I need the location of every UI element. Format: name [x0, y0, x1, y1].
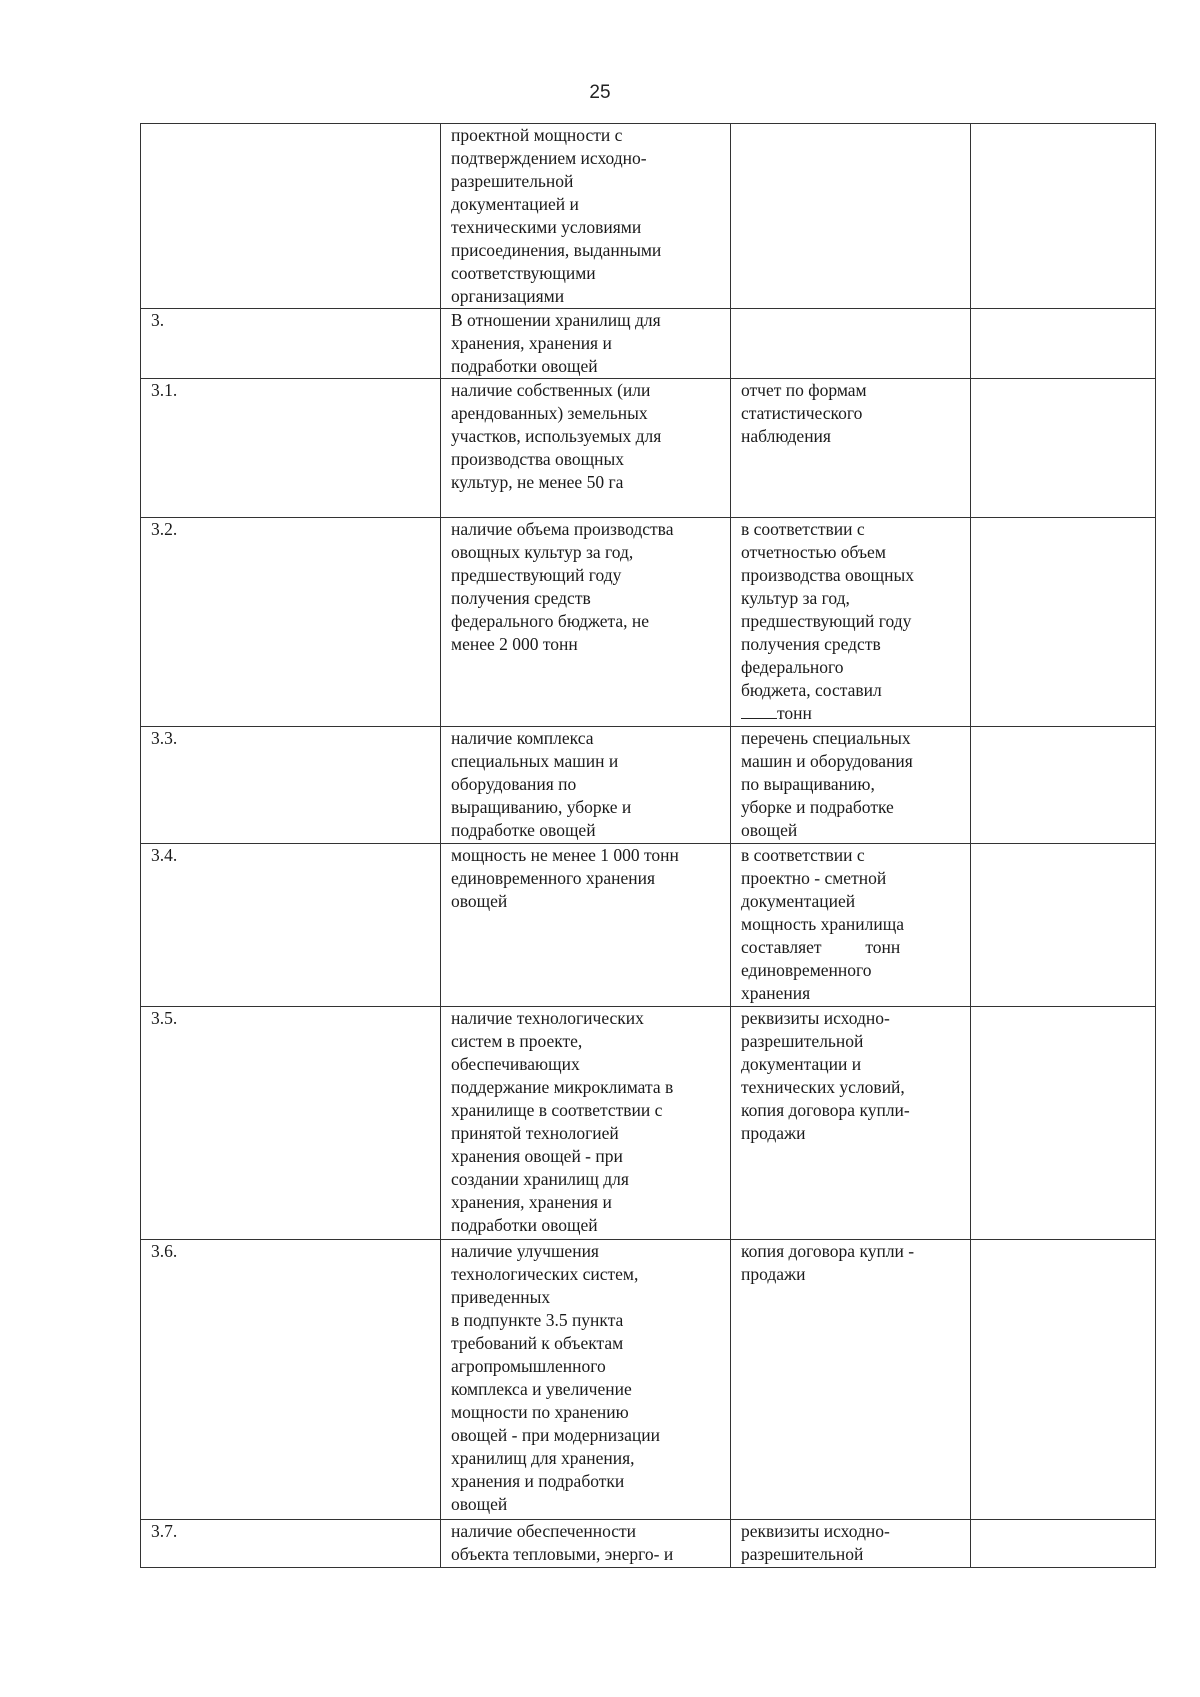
table-row — [141, 309, 1156, 379]
document-cell: отчет по формам статистического наблюдения — [731, 379, 971, 518]
row-number-cell: 3.4. — [141, 844, 441, 1007]
note-cell — [971, 379, 1156, 518]
table-row — [141, 727, 1156, 844]
blank-fill-line — [741, 704, 777, 719]
unit-label: тонн — [777, 703, 812, 723]
note-cell — [971, 309, 1156, 379]
document-cell: в соответствии с проектно - сметной документацией мощность хранилища составляет тонн единовременного хранения — [731, 844, 971, 1007]
document-cell: перечень специальных машин и оборудования по выращиванию, уборке и подработке овощей — [731, 727, 971, 844]
requirement-cell: наличие обеспеченности объекта тепловыми, энерго- и — [441, 1520, 731, 1568]
note-cell — [971, 1520, 1156, 1568]
note-cell — [971, 727, 1156, 844]
document-cell — [731, 309, 971, 379]
note-cell — [971, 1007, 1156, 1240]
note-cell — [971, 844, 1156, 1007]
row-number-cell: 3. — [141, 309, 441, 379]
table-row — [141, 518, 1156, 727]
requirement-cell: наличие технологических систем в проекте, обеспечивающих поддержание микроклимата в хранилище в соответствии с принятой технологией хранения овощей - при создании хранилищ для хранения, хранения и подработки овощей — [441, 1007, 731, 1240]
requirement-cell: мощность не менее 1 000 тонн единовременного хранения овощей — [441, 844, 731, 1007]
document-cell — [731, 124, 971, 309]
table-row — [141, 379, 1156, 518]
document-cell: в соответствии с отчетностью объем производства овощных культур за год, предшествующий году получения средств федерального бюджета, составил тонн — [731, 518, 971, 727]
document-cell: копия договора купли - продажи — [731, 1240, 971, 1520]
requirement-cell: проектной мощности с подтверждением исходно- разрешительной документацией и техническими условиями присоединения, выданными соответствующими организациями — [441, 124, 731, 309]
table-row — [141, 1520, 1156, 1568]
row-number-cell: 3.6. — [141, 1240, 441, 1520]
table-row — [141, 844, 1156, 1007]
page-number: 25 — [589, 82, 611, 103]
row-number-cell: 3.1. — [141, 379, 441, 518]
table-row — [141, 124, 1156, 309]
requirement-cell: наличие комплекса специальных машин и оборудования по выращиванию, уборке и подработке овощей — [441, 727, 731, 844]
row-number-cell: 3.2. — [141, 518, 441, 727]
requirement-cell: В отношении хранилищ для хранения, хранения и подработки овощей — [441, 309, 731, 379]
row-number-cell: 3.3. — [141, 727, 441, 844]
row-number-cell — [141, 124, 441, 309]
table-row — [141, 1007, 1156, 1240]
table-row — [141, 1240, 1156, 1520]
requirement-cell: наличие собственных (или арендованных) земельных участков, используемых для производства овощных культур, не менее 50 га — [441, 379, 731, 518]
requirements-table — [140, 123, 1156, 1568]
document-cell: реквизиты исходно- разрешительной — [731, 1520, 971, 1568]
document-cell: реквизиты исходно- разрешительной документации и технических условий, копия договора купли- продажи — [731, 1007, 971, 1240]
requirement-cell: наличие объема производства овощных культур за год, предшествующий году получения средств федерального бюджета, не менее 2 000 тонн — [441, 518, 731, 727]
row-number-cell: 3.5. — [141, 1007, 441, 1240]
note-cell — [971, 518, 1156, 727]
row-number-cell: 3.7. — [141, 1520, 441, 1568]
note-cell — [971, 1240, 1156, 1520]
requirement-cell: наличие улучшения технологических систем, приведенных в подпункте 3.5 пункта требований к объектам агропромышленного комплекса и увеличение мощности по хранению овощей - при модернизации хранилищ для хранения, хранения и подработки овощей — [441, 1240, 731, 1520]
note-cell — [971, 124, 1156, 309]
